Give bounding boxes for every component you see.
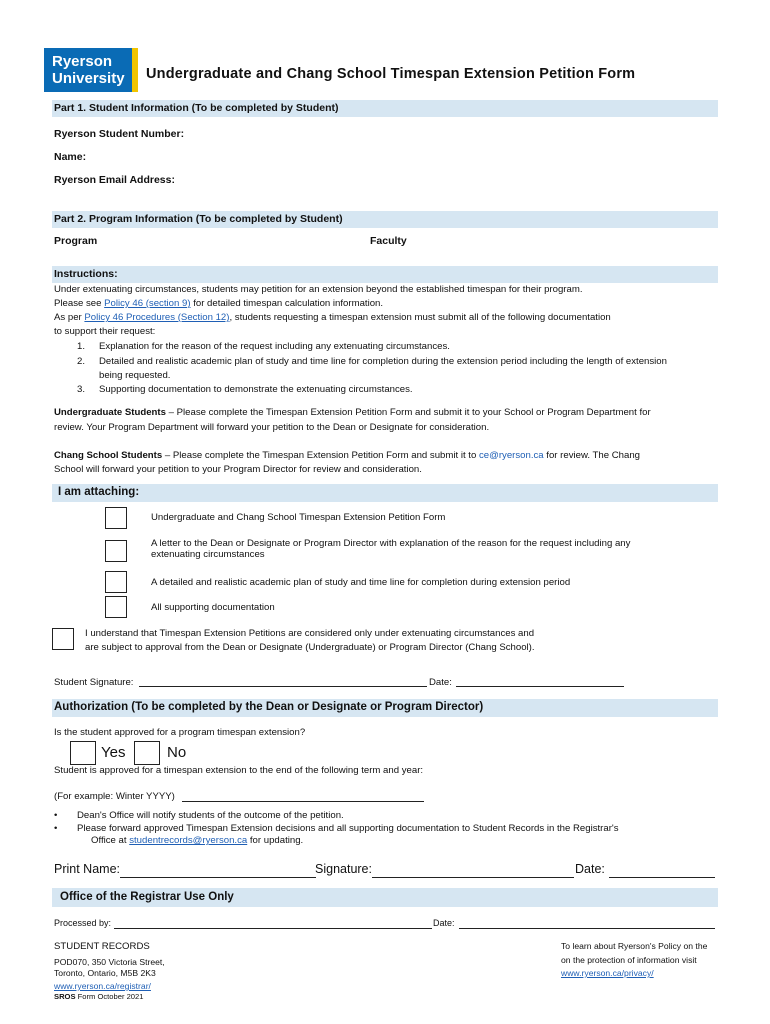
attach-item-3: A detailed and realistic academic plan of study and time line for completion during extension period: [151, 577, 571, 588]
line2-pre: Please see: [54, 298, 105, 309]
part1-heading: Part 1. Student Information (To be completed by Student): [54, 102, 339, 114]
student-date-line[interactable]: [456, 686, 624, 687]
auth-date-line[interactable]: [609, 877, 715, 878]
bullet-2-dot: •: [54, 823, 58, 834]
print-name-line[interactable]: [120, 877, 316, 878]
form-title: Undergraduate and Chang School Timespan Extension Petition Form: [146, 66, 636, 82]
chang-students-text-b: for review. The Chang: [543, 450, 640, 461]
req-item-1: Explanation for the reason of the request including any extenuating circumstances.: [99, 341, 450, 352]
privacy-line2: on the protection of information visit: [561, 955, 697, 965]
attaching-heading: I am attaching:: [58, 486, 140, 498]
student-signature-label: Student Signature:: [54, 677, 134, 688]
footer-dept: STUDENT RECORDS: [54, 941, 150, 952]
registrar-date-label: Date:: [433, 918, 455, 928]
auth-signature-label: Signature:: [315, 862, 372, 876]
instructions-line4: to support their request:: [54, 326, 156, 337]
yes-label: Yes: [101, 744, 126, 761]
instructions-line2: [54, 297, 383, 311]
checkbox-no[interactable]: [134, 741, 160, 765]
policy46-procedures-link[interactable]: Policy 46 Procedures (Section 12): [84, 312, 230, 323]
instructions-line3: [54, 311, 611, 325]
req-num-2: 2.: [77, 356, 86, 367]
ug-students-line2: review. Your Program Department will forward your petition to the Dean or Designate for consideration.: [54, 422, 490, 433]
name-label: Name:: [54, 151, 87, 163]
chang-students-label: Chang School Students: [54, 450, 163, 461]
attach-item-2: A letter to the Dean or Designate or Program Director with explanation of the reason for the request including any: [151, 538, 631, 549]
logo-line2: University: [52, 70, 125, 87]
authorization-heading: Authorization (To be completed by the Dean or Designate or Program Director): [54, 701, 484, 713]
attaching-bar: [52, 484, 718, 502]
form-code: SROS: [54, 992, 76, 1001]
no-label: No: [167, 744, 187, 761]
req-item-3: Supporting documentation to demonstrate the extenuating circumstances.: [99, 384, 413, 395]
attach-item-2b: extenuating circumstances: [151, 549, 265, 560]
understand-line2: are subject to approval from the Dean or Designate (Undergraduate) or Program Director (Chang School).: [85, 642, 535, 653]
instructions-heading: Instructions:: [54, 268, 118, 280]
checkbox-petition-form[interactable]: [105, 507, 127, 529]
checkbox-academic-plan[interactable]: [105, 571, 127, 593]
program-label: Program: [54, 235, 98, 247]
approval-question: Is the student approved for a program timespan extension?: [54, 727, 306, 738]
registrar-url-link[interactable]: www.ryerson.ca/registrar/: [54, 981, 151, 991]
auth-signature-line[interactable]: [372, 877, 574, 878]
ug-students-text: – Please complete the Timespan Extension Petition Form and submit it to your School or Program Department for: [165, 407, 651, 418]
studentrecords-email-link[interactable]: studentrecords@ryerson.ca: [129, 835, 248, 846]
ce-email-link[interactable]: ce@ryerson.ca: [478, 450, 544, 461]
bullet-1: Dean's Office will notify students of the outcome of the petition.: [77, 810, 344, 821]
print-name-label: Print Name:: [54, 862, 120, 876]
registrar-date-line[interactable]: [459, 928, 715, 929]
instructions-line1: Under extenuating circumstances, students may petition for an extension beyond the established timespan for their program.: [54, 284, 583, 295]
attach-item-1: Undergraduate and Chang School Timespan Extension Petition Form: [151, 512, 446, 523]
req-num-1: 1.: [77, 341, 86, 352]
line3-post: , students requesting a timespan extension must submit all of the following documentation: [229, 312, 611, 323]
line3-pre: As per: [54, 312, 85, 323]
checkbox-letter[interactable]: [105, 540, 127, 562]
privacy-url-link[interactable]: www.ryerson.ca/privacy/: [561, 968, 654, 978]
ug-students-line1: [54, 406, 651, 420]
req-item-2: Detailed and realistic academic plan of study and time line for completion during the extension period including the length of extension: [99, 356, 667, 367]
approved-term-line: Student is approved for a timespan extension to the end of the following term and year:: [54, 765, 424, 776]
ug-students-label: Undergraduate Students: [54, 407, 166, 418]
checkbox-understand[interactable]: [52, 628, 74, 650]
privacy-line1: To learn about Ryerson's Policy on the: [561, 941, 708, 951]
logo-line1: Ryerson: [52, 53, 113, 70]
ryerson-logo: [44, 48, 138, 92]
checkbox-supporting-docs[interactable]: [105, 596, 127, 618]
term-year-line[interactable]: [182, 801, 424, 802]
email-label: Ryerson Email Address:: [54, 174, 175, 186]
understand-line1: I understand that Timespan Extension Petitions are considered only under extenuating circumstances and: [85, 628, 535, 639]
bullet-2b: [91, 834, 303, 848]
bullet-2: Please forward approved Timespan Extension decisions and all supporting documentation to Student Records in the Registrar's: [77, 823, 619, 834]
bullet-1-dot: •: [54, 810, 58, 821]
footer-address1: POD070, 350 Victoria Street,: [54, 957, 165, 967]
bullet-2b-pre: Office at: [91, 835, 130, 846]
student-date-label: Date:: [429, 677, 452, 688]
part2-heading: Part 2. Program Information (To be completed by Student): [54, 213, 343, 225]
student-number-label: Ryerson Student Number:: [54, 128, 185, 140]
footer-form-id: [54, 992, 143, 1001]
auth-date-label: Date:: [575, 862, 605, 876]
footer-address2: Toronto, Ontario, M5B 2K3: [54, 968, 156, 978]
line2-post: for detailed timespan calculation information.: [190, 298, 384, 309]
example-label: (For example: Winter YYYY): [54, 791, 175, 802]
student-signature-line[interactable]: [139, 686, 427, 687]
instructions-bar: [52, 266, 718, 283]
chang-students-line2: School will forward your petition to your Program Director for review and consideration.: [54, 464, 422, 475]
bullet-2b-post: for updating.: [247, 835, 304, 846]
form-date: Form October 2021: [75, 992, 144, 1001]
policy46-section9-link[interactable]: Policy 46 (section 9): [104, 298, 191, 309]
req-item-2b: being requested.: [99, 370, 171, 381]
checkbox-yes[interactable]: [70, 741, 96, 765]
processed-by-line[interactable]: [114, 928, 432, 929]
faculty-label: Faculty: [370, 235, 407, 247]
chang-students-text: – Please complete the Timespan Extension Petition Form and submit it to: [162, 450, 479, 461]
chang-students-line1: [54, 449, 640, 463]
processed-by-label: Processed by:: [54, 918, 112, 928]
registrar-heading: Office of the Registrar Use Only: [60, 891, 234, 903]
attach-item-4: All supporting documentation: [151, 602, 275, 613]
req-num-3: 3.: [77, 384, 86, 395]
